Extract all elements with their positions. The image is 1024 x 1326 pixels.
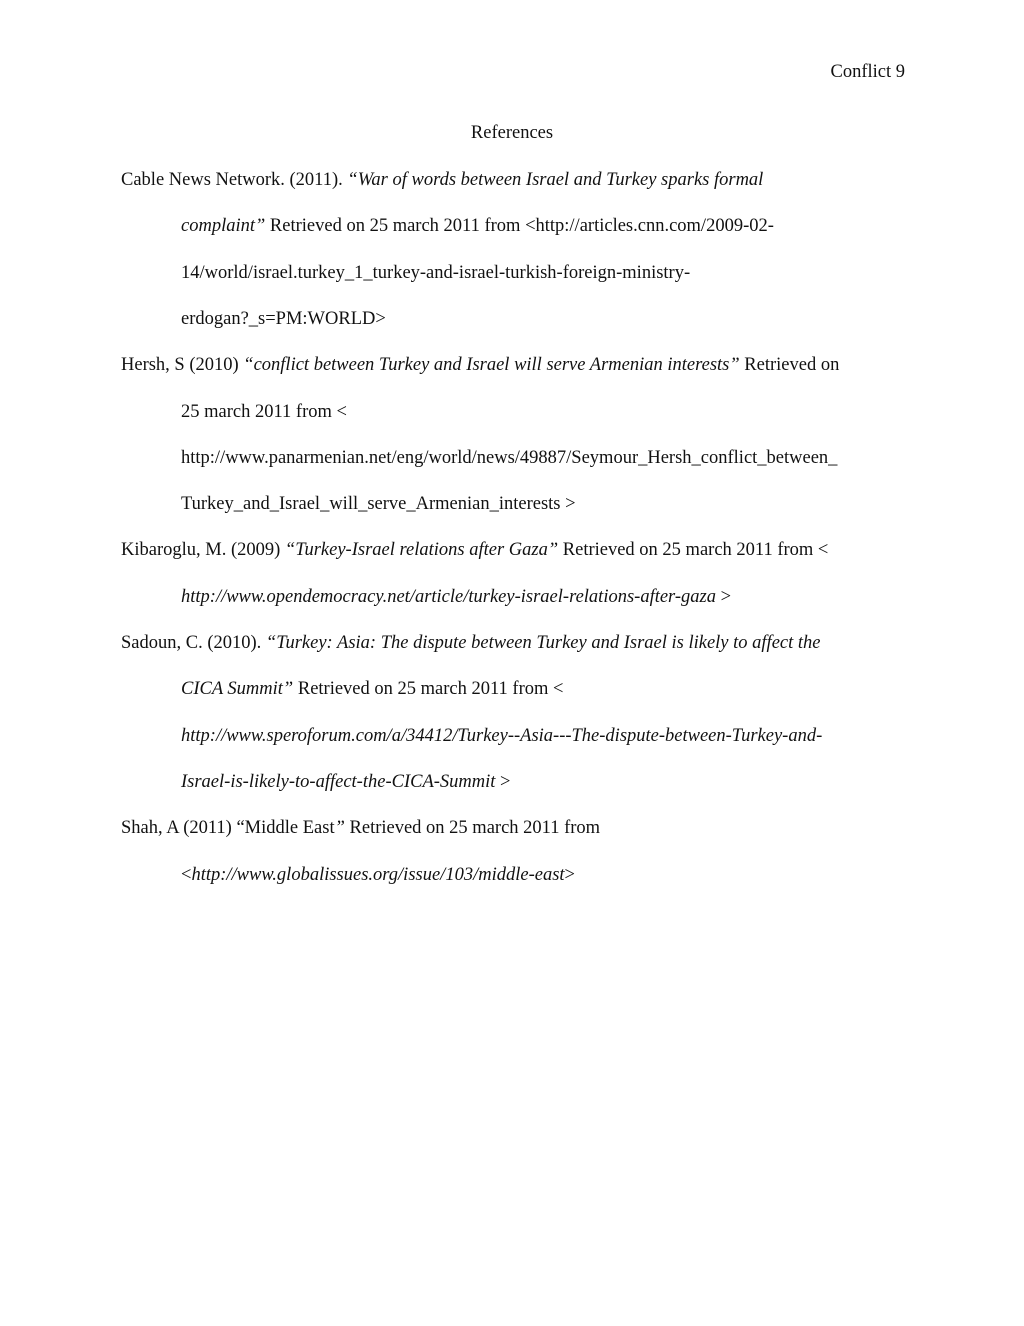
reference-italic-text: CICA Summit” [181,679,294,700]
reference-text: 14/world/israel.turkey_1_turkey-and-israel-turkish-foreign-ministry- [181,262,691,283]
reference-text: > [716,586,732,607]
reference-text: Shah, A (2011) “Middle East [121,818,335,839]
reference-italic-text: http://www.opendemocracy.net/article/turkey-israel-relations-after-gaza [181,586,717,607]
reference-italic-text: complaint” [181,216,266,237]
reference-text: Hersh, S (2010) [121,355,244,376]
reference-italic-text: “War of words between Israel and Turkey sparks formal [347,170,764,190]
reference-entry-continuation [181,214,774,238]
reference-italic-text: http://www.speroforum.com/a/34412/Turkey--Asia---The-dispute-between-Turkey-and- [181,725,823,746]
reference-text: > [495,771,511,792]
reference-text: Retrieved on 25 march 2011 from <http://articles.cnn.com/2009-02- [265,216,774,237]
reference-italic-text: Israel-is-likely-to-affect-the-CICA-Summit [181,771,496,792]
reference-text: < [181,864,192,885]
reference-entry-continuation [181,585,731,609]
reference-text: Turkey_and_Israel_will_serve_Armenian_interests > [181,494,576,515]
reference-entry-start [121,353,839,377]
reference-entry-start [121,631,820,655]
reference-text: > [564,864,575,885]
page-title: References [470,123,554,143]
reference-text: Retrieved on 25 march 2011 from [344,818,601,839]
reference-entry-continuation [181,446,837,470]
reference-text: Retrieved on [739,355,840,376]
reference-entry-continuation [181,492,576,516]
reference-entry-start [121,816,600,840]
reference-text: Sadoun, C. (2010). [121,633,266,653]
reference-entry-continuation [181,863,575,887]
reference-entry-start [121,538,828,562]
reference-entry-continuation [181,724,822,748]
reference-text: erdogan?_s=PM:WORLD> [181,308,386,329]
reference-italic-text: “Turkey: Asia: The dispute between Turkey and Israel is likely to affect the [265,633,821,653]
running-head: Conflict 9 [830,62,905,82]
reference-entry-continuation [181,770,510,794]
reference-entry-continuation [181,261,690,285]
reference-italic-text: ” [334,818,345,839]
reference-entry-continuation [181,400,347,424]
reference-text: 25 march 2011 from < [181,401,347,422]
reference-entry-start [121,168,763,192]
reference-text: Retrieved on 25 march 2011 from < [558,540,829,561]
reference-entry-continuation [181,677,563,701]
reference-text: http://www.panarmenian.net/eng/world/news/49887/Seymour_Hersh_conflict_between_ [181,447,838,468]
reference-text: Kibaroglu, M. (2009) [121,540,285,561]
reference-text: Retrieved on 25 march 2011 from < [293,679,564,700]
reference-italic-text: http://www.globalissues.org/issue/103/middle-east [191,864,565,885]
reference-italic-text: “conflict between Turkey and Israel will serve Armenian interests” [243,355,740,376]
reference-entry-continuation [181,307,386,331]
reference-italic-text: “Turkey-Israel relations after Gaza” [284,540,559,561]
reference-text: Cable News Network. (2011). [121,170,348,190]
